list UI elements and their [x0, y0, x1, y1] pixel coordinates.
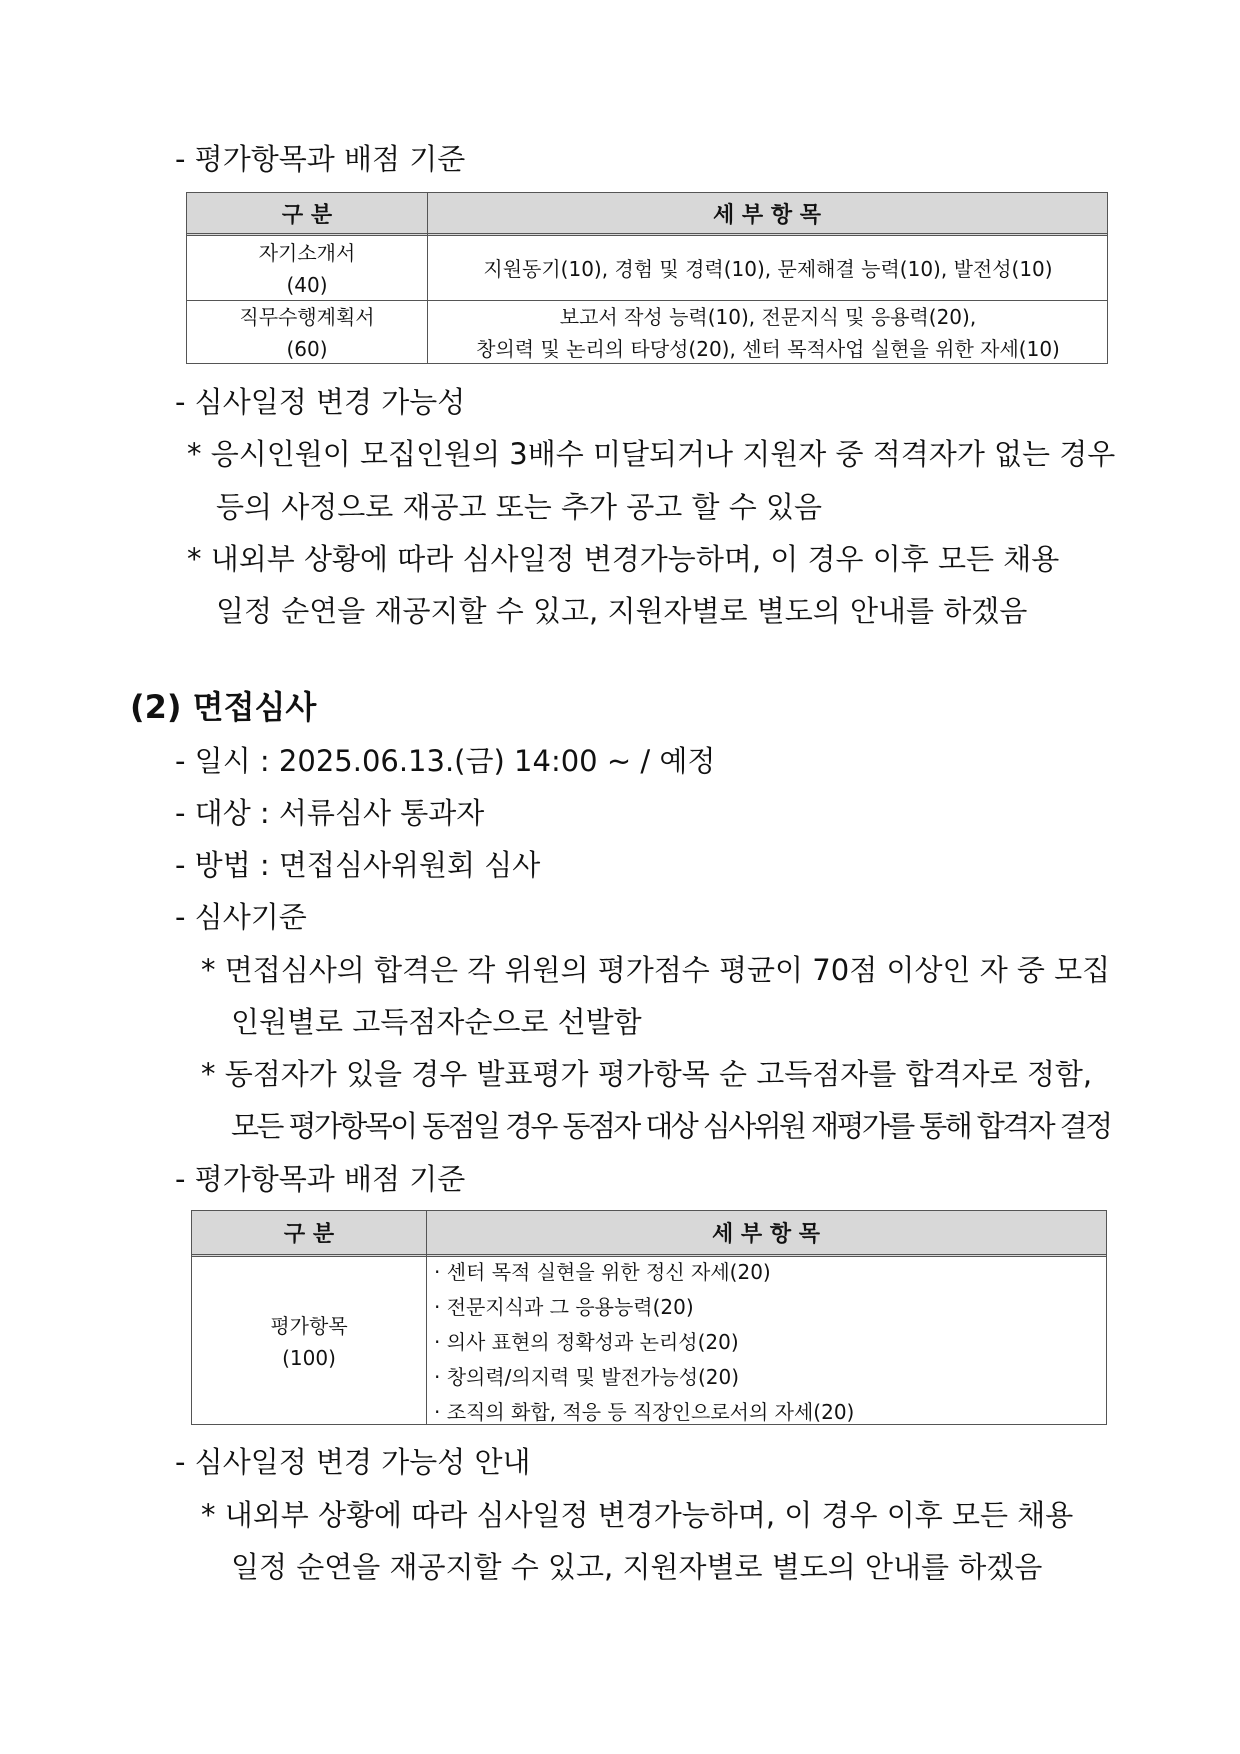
- category-score: (60): [286, 336, 328, 361]
- schedule-heading: - 심사일정 변경 가능성: [175, 385, 466, 419]
- table-row-category: [192, 1258, 426, 1425]
- header-detail: 세 부 항 목: [713, 202, 821, 228]
- note-line: 인원별로 고득점자순으로 선발함: [231, 1005, 642, 1039]
- interview-method: - 방법 : 면접심사위원회 심사: [175, 848, 541, 882]
- category-name: 직무수행계획서: [239, 304, 375, 329]
- table-row-category: [187, 237, 427, 300]
- list-item: · 센터 목적 실현을 위한 정신 자세(20): [434, 1260, 771, 1284]
- category-name: 자기소개서: [258, 240, 356, 265]
- category-score: (100): [282, 1345, 336, 1370]
- section-title: (2) 면접심사: [130, 688, 317, 726]
- header-category: 구 분: [283, 1222, 335, 1247]
- criteria-heading: - 평가항목과 배점 기준: [175, 142, 466, 176]
- detail-text: 보고서 작성 능력(10), 전문지식 및 응용력(20),: [559, 304, 977, 329]
- note-line: * 면접심사의 합격은 각 위원의 평가점수 평균이 70점 이상인 자 중 모집: [201, 953, 1111, 987]
- interview-date: - 일시 : 2025.06.13.(금) 14:00 ~ / 예정: [175, 744, 716, 778]
- criteria-heading: - 평가항목과 배점 기준: [175, 1162, 466, 1196]
- table-row-category: [187, 301, 427, 364]
- evaluation-item-list: [434, 1255, 854, 1430]
- category-score: (40): [286, 272, 328, 297]
- note-line: 모든 평가항목이 동점일 경우 동점자 대상 심사위원 재평가를 통해 합격자 결정: [231, 1109, 1111, 1143]
- detail-text: 지원동기(10), 경험 및 경력(10), 문제해결 능력(10), 발전성(10): [483, 256, 1053, 281]
- table-row-detail: [428, 301, 1108, 364]
- interview-target: - 대상 : 서류심사 통과자: [175, 796, 485, 830]
- note-line: 일정 순연을 재공지할 수 있고, 지원자별로 별도의 안내를 하겠음: [231, 1550, 1043, 1584]
- header-detail: 세 부 항 목: [712, 1222, 820, 1247]
- header-category: 구 분: [281, 202, 333, 228]
- table-row-detail: [428, 237, 1108, 300]
- note-line: * 동점자가 있을 경우 발표평가 평가항목 순 고득점자를 합격자로 정함,: [201, 1057, 1093, 1091]
- list-item: · 조직의 화합, 적응 등 직장인으로서의 자세(20): [434, 1400, 855, 1424]
- interview-evaluation-table: [191, 1210, 1107, 1425]
- note-line: * 응시인원이 모집인원의 3배수 미달되거나 지원자 중 적격자가 없는 경우: [187, 437, 1116, 471]
- list-item: · 의사 표현의 정확성과 논리성(20): [434, 1330, 739, 1354]
- note-line: 등의 사정으로 재공고 또는 추가 공고 할 수 있음: [216, 490, 823, 524]
- criteria-label: - 심사기준: [175, 900, 307, 934]
- note-line: * 내외부 상황에 따라 심사일정 변경가능하며, 이 경우 이후 모든 채용: [201, 1498, 1074, 1532]
- note-line: 일정 순연을 재공지할 수 있고, 지원자별로 별도의 안내를 하겠음: [216, 594, 1028, 628]
- schedule-heading: - 심사일정 변경 가능성 안내: [175, 1445, 531, 1479]
- category-name: 평가항목: [270, 1313, 348, 1338]
- document-evaluation-table: [186, 192, 1108, 364]
- note-line: * 내외부 상황에 따라 심사일정 변경가능하며, 이 경우 이후 모든 채용: [187, 542, 1060, 576]
- list-item: · 창의력/의지력 및 발전가능성(20): [434, 1365, 740, 1389]
- list-item: · 전문지식과 그 응용능력(20): [434, 1295, 694, 1319]
- detail-text: 창의력 및 논리의 타당성(20), 센터 목적사업 실현을 위한 자세(10): [476, 336, 1060, 361]
